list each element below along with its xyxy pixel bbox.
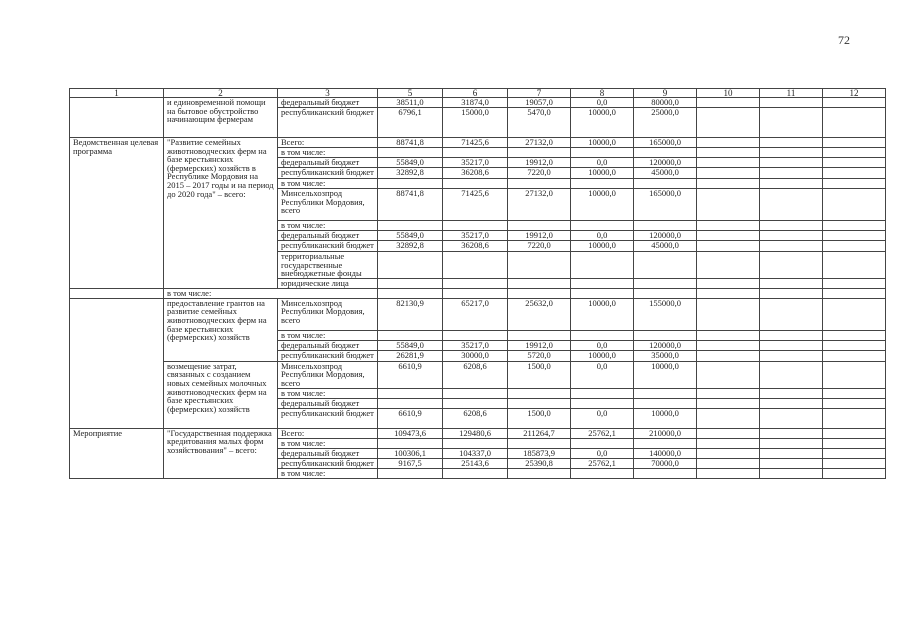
empty-cell xyxy=(760,108,823,138)
funding-source-cell: федеральный бюджет xyxy=(278,340,378,350)
empty-cell xyxy=(823,428,886,438)
value-cell xyxy=(508,148,571,158)
funding-source-cell: Всего: xyxy=(278,428,378,438)
empty-cell xyxy=(760,158,823,168)
value-cell: 19057,0 xyxy=(508,98,571,108)
empty-cell xyxy=(823,189,886,221)
value-cell: 70000,0 xyxy=(634,458,697,468)
empty-cell xyxy=(697,398,760,408)
value-cell: 35000,0 xyxy=(634,350,697,361)
value-cell xyxy=(634,438,697,448)
table-row xyxy=(70,138,886,148)
funding-source-cell: в том числе: xyxy=(278,330,378,340)
empty-cell xyxy=(697,189,760,221)
value-cell: 120000,0 xyxy=(634,158,697,168)
value-cell: 80000,0 xyxy=(634,98,697,108)
value-cell xyxy=(571,221,634,231)
empty-cell xyxy=(823,98,886,108)
value-cell xyxy=(443,398,508,408)
value-cell: 0,0 xyxy=(571,408,634,428)
value-cell xyxy=(634,252,697,279)
value-cell: 82130,9 xyxy=(378,298,443,330)
value-cell: 10000,0 xyxy=(571,241,634,252)
table-row xyxy=(70,361,886,388)
empty-cell xyxy=(823,158,886,168)
empty-cell xyxy=(823,278,886,288)
value-cell: 35217,0 xyxy=(443,158,508,168)
value-cell: 129480,6 xyxy=(443,428,508,438)
value-cell: 155000,0 xyxy=(634,298,697,330)
empty-cell xyxy=(823,340,886,350)
empty-cell xyxy=(823,148,886,158)
empty-cell xyxy=(697,350,760,361)
value-cell: 10000,0 xyxy=(634,408,697,428)
value-cell: 0,0 xyxy=(571,340,634,350)
value-cell xyxy=(378,438,443,448)
header-cell: 2 xyxy=(164,89,278,98)
value-cell xyxy=(634,278,697,288)
value-cell xyxy=(378,278,443,288)
funding-source-cell: федеральный бюджет xyxy=(278,98,378,108)
value-cell: 0,0 xyxy=(571,158,634,168)
value-cell xyxy=(823,288,886,298)
value-cell: 88741,8 xyxy=(378,189,443,221)
value-cell xyxy=(378,148,443,158)
value-cell xyxy=(508,179,571,189)
value-cell: 25390,8 xyxy=(508,458,571,468)
table-row xyxy=(70,428,886,438)
value-cell: 6610,9 xyxy=(378,408,443,428)
value-cell: 5470,0 xyxy=(508,108,571,138)
funding-source-cell: Минсельхозпрод Республики Мордовия, всего xyxy=(278,298,378,330)
header-cell: 10 xyxy=(697,89,760,98)
empty-cell xyxy=(697,428,760,438)
value-cell xyxy=(634,148,697,158)
value-cell: 27132,0 xyxy=(508,138,571,148)
value-cell: 6208,6 xyxy=(443,361,508,388)
value-cell: 1500,0 xyxy=(508,361,571,388)
value-cell: 35217,0 xyxy=(443,340,508,350)
empty-cell xyxy=(823,398,886,408)
header-cell: 7 xyxy=(508,89,571,98)
empty-cell xyxy=(823,388,886,398)
value-cell xyxy=(634,468,697,478)
empty-cell xyxy=(823,448,886,458)
value-cell: 65217,0 xyxy=(443,298,508,330)
empty-cell xyxy=(697,468,760,478)
empty-cell xyxy=(823,330,886,340)
empty-cell xyxy=(697,148,760,158)
empty-cell xyxy=(760,179,823,189)
value-cell xyxy=(571,288,634,298)
value-cell: 165000,0 xyxy=(634,189,697,221)
value-cell xyxy=(508,398,571,408)
value-cell: 55849,0 xyxy=(378,340,443,350)
section-type-cell: Мероприятие xyxy=(70,428,164,478)
value-cell: 10000,0 xyxy=(571,168,634,179)
value-cell xyxy=(571,278,634,288)
value-cell: 6208,6 xyxy=(443,408,508,428)
header-cell: 8 xyxy=(571,89,634,98)
empty-cell xyxy=(760,98,823,108)
value-cell xyxy=(508,221,571,231)
value-cell: 185873,9 xyxy=(508,448,571,458)
header-cell: 11 xyxy=(760,89,823,98)
empty-cell xyxy=(760,168,823,179)
value-cell: 19912,0 xyxy=(508,158,571,168)
empty-cell xyxy=(823,168,886,179)
value-cell xyxy=(443,148,508,158)
value-cell: 7220,0 xyxy=(508,241,571,252)
value-cell xyxy=(378,288,443,298)
header-cell: 5 xyxy=(378,89,443,98)
value-cell: 0,0 xyxy=(571,361,634,388)
value-cell xyxy=(443,330,508,340)
value-cell: 210000,0 xyxy=(634,428,697,438)
value-cell: 120000,0 xyxy=(634,340,697,350)
empty-cell xyxy=(697,108,760,138)
funding-source-cell: в том числе: xyxy=(278,148,378,158)
value-cell xyxy=(443,388,508,398)
header-cell: 9 xyxy=(634,89,697,98)
value-cell: 7220,0 xyxy=(508,168,571,179)
empty-cell xyxy=(697,340,760,350)
empty-cell xyxy=(697,438,760,448)
value-cell: 100306,1 xyxy=(378,448,443,458)
funding-source-cell: федеральный бюджет xyxy=(278,231,378,241)
funding-source-cell: в том числе: xyxy=(278,221,378,231)
value-cell xyxy=(443,252,508,279)
empty-cell xyxy=(697,388,760,398)
funding-source-cell: в том числе: xyxy=(278,179,378,189)
empty-cell xyxy=(760,361,823,388)
empty-cell xyxy=(760,278,823,288)
empty-cell xyxy=(760,408,823,428)
budget-table xyxy=(69,88,886,479)
funding-source-cell: в том числе: xyxy=(278,388,378,398)
value-cell xyxy=(378,398,443,408)
item-name-cell: возмещение затрат, связанных с созданием новых семейных молочных животноводческих ферм на базе крестьянских (фермерских) хозяйств xyxy=(164,361,278,428)
empty-cell xyxy=(760,468,823,478)
empty-cell xyxy=(760,221,823,231)
value-cell: 36208,6 xyxy=(443,168,508,179)
value-cell xyxy=(571,252,634,279)
value-cell: 27132,0 xyxy=(508,189,571,221)
funding-source-cell: территориальные государственные внебюджетные фонды xyxy=(278,252,378,279)
value-cell: 10000,0 xyxy=(571,189,634,221)
value-cell: 45000,0 xyxy=(634,168,697,179)
value-cell: 71425,6 xyxy=(443,189,508,221)
value-cell: 0,0 xyxy=(571,231,634,241)
value-cell xyxy=(571,468,634,478)
empty-cell xyxy=(697,231,760,241)
funding-source-cell: Минсельхозпрод Республики Мордовия, всего xyxy=(278,361,378,388)
empty-cell xyxy=(760,148,823,158)
empty-cell xyxy=(823,408,886,428)
value-cell: 55849,0 xyxy=(378,231,443,241)
value-cell: 109473,6 xyxy=(378,428,443,438)
value-cell: 211264,7 xyxy=(508,428,571,438)
funding-source-cell: республиканский бюджет xyxy=(278,350,378,361)
empty-cell xyxy=(823,438,886,448)
value-cell: 88741,8 xyxy=(378,138,443,148)
empty-cell xyxy=(823,350,886,361)
value-cell: 25000,0 xyxy=(634,108,697,138)
section-type-cell xyxy=(70,288,164,298)
empty-cell xyxy=(823,108,886,138)
section-type-cell: Ведомственная целевая программа xyxy=(70,138,164,289)
funding-source-cell: юридические лица xyxy=(278,278,378,288)
value-cell xyxy=(378,252,443,279)
value-cell: 38511,0 xyxy=(378,98,443,108)
value-cell: 25762,1 xyxy=(571,428,634,438)
empty-cell xyxy=(760,241,823,252)
value-cell: 1500,0 xyxy=(508,408,571,428)
empty-cell xyxy=(697,221,760,231)
value-cell xyxy=(378,468,443,478)
funding-source-cell: республиканский бюджет xyxy=(278,168,378,179)
empty-cell xyxy=(697,158,760,168)
empty-cell xyxy=(760,448,823,458)
value-cell: 25143,6 xyxy=(443,458,508,468)
value-cell: 9167,5 xyxy=(378,458,443,468)
value-cell xyxy=(443,221,508,231)
value-cell: 36208,6 xyxy=(443,241,508,252)
empty-cell xyxy=(760,138,823,148)
header-row xyxy=(70,89,886,98)
value-cell xyxy=(443,468,508,478)
value-cell: 15000,0 xyxy=(443,108,508,138)
value-cell: 104337,0 xyxy=(443,448,508,458)
value-cell xyxy=(634,221,697,231)
funding-source-cell: республиканский бюджет xyxy=(278,241,378,252)
value-cell: 10000,0 xyxy=(571,298,634,330)
empty-cell xyxy=(823,298,886,330)
value-cell: 32892,8 xyxy=(378,168,443,179)
empty-cell xyxy=(760,388,823,398)
item-name-cell: "Государственная поддержка кредитования малых форм хозяйствования" – всего: xyxy=(164,428,278,478)
value-cell xyxy=(571,398,634,408)
value-cell xyxy=(443,278,508,288)
funding-source-cell: Минсельхозпрод Республики Мордовия, всего xyxy=(278,189,378,221)
value-cell xyxy=(508,288,571,298)
value-cell: 10000,0 xyxy=(571,108,634,138)
value-cell xyxy=(571,148,634,158)
empty-cell xyxy=(697,458,760,468)
empty-cell xyxy=(697,278,760,288)
funding-source-cell: федеральный бюджет xyxy=(278,158,378,168)
empty-cell xyxy=(697,168,760,179)
table-body xyxy=(70,98,886,479)
table-row xyxy=(70,288,886,298)
funding-source-cell: республиканский бюджет xyxy=(278,408,378,428)
empty-cell xyxy=(823,361,886,388)
header-cell: 1 xyxy=(70,89,164,98)
empty-cell xyxy=(760,428,823,438)
value-cell xyxy=(508,330,571,340)
value-cell: 19912,0 xyxy=(508,340,571,350)
value-cell xyxy=(571,179,634,189)
empty-cell xyxy=(760,298,823,330)
empty-cell xyxy=(760,330,823,340)
value-cell: 25762,1 xyxy=(571,458,634,468)
value-cell: 32892,8 xyxy=(378,241,443,252)
empty-cell xyxy=(760,340,823,350)
funding-source-cell: в том числе: xyxy=(278,468,378,478)
section-type-cell xyxy=(70,98,164,138)
value-cell: 120000,0 xyxy=(634,231,697,241)
value-cell xyxy=(571,330,634,340)
header-cell: 3 xyxy=(278,89,378,98)
table-row xyxy=(70,298,886,330)
funding-source-cell: федеральный бюджет xyxy=(278,448,378,458)
value-cell: 140000,0 xyxy=(634,448,697,458)
value-cell: 0,0 xyxy=(571,98,634,108)
value-cell: 19912,0 xyxy=(508,231,571,241)
empty-cell xyxy=(697,448,760,458)
empty-cell xyxy=(823,458,886,468)
value-cell xyxy=(634,330,697,340)
page-number: 72 xyxy=(838,33,850,47)
value-cell xyxy=(571,388,634,398)
empty-cell xyxy=(697,179,760,189)
value-cell: 55849,0 xyxy=(378,158,443,168)
empty-cell xyxy=(697,98,760,108)
value-cell xyxy=(378,388,443,398)
value-cell xyxy=(634,179,697,189)
value-cell: 10000,0 xyxy=(634,361,697,388)
value-cell: 10000,0 xyxy=(571,350,634,361)
empty-cell xyxy=(760,438,823,448)
value-cell xyxy=(508,468,571,478)
empty-cell xyxy=(760,350,823,361)
value-cell: 0,0 xyxy=(571,448,634,458)
funding-source-cell: Всего: xyxy=(278,138,378,148)
value-cell xyxy=(571,438,634,448)
funding-source-cell: республиканский бюджет xyxy=(278,458,378,468)
value-cell: 26281,9 xyxy=(378,350,443,361)
empty-cell xyxy=(697,252,760,279)
empty-cell xyxy=(697,241,760,252)
value-cell xyxy=(508,438,571,448)
value-cell xyxy=(378,330,443,340)
value-cell xyxy=(760,288,823,298)
empty-cell xyxy=(823,221,886,231)
item-name-cell: "Развитие семейных животноводческих ферм на базе крестьянских (фермерских) хозяйств в Республике Мордовия на 2015 – 2017 годы и на период до 2020 года" – всего: xyxy=(164,138,278,289)
value-cell xyxy=(378,221,443,231)
empty-cell xyxy=(697,408,760,428)
empty-cell xyxy=(823,231,886,241)
empty-cell xyxy=(697,361,760,388)
item-name-cell: предоставление грантов на развитие семейных животноводческих ферм на базе крестьянских (фермерских) хозяйств xyxy=(164,298,278,361)
empty-cell xyxy=(823,468,886,478)
funding-source-cell: в том числе: xyxy=(278,438,378,448)
funding-source-cell: федеральный бюджет xyxy=(278,398,378,408)
value-cell xyxy=(508,388,571,398)
value-cell: 165000,0 xyxy=(634,138,697,148)
empty-cell xyxy=(760,398,823,408)
empty-cell xyxy=(760,231,823,241)
section-type-cell xyxy=(70,298,164,428)
item-name-cell: в том числе: xyxy=(164,288,378,298)
value-cell xyxy=(697,288,760,298)
value-cell: 5720,0 xyxy=(508,350,571,361)
value-cell: 31874,0 xyxy=(443,98,508,108)
empty-cell xyxy=(697,330,760,340)
value-cell: 10000,0 xyxy=(571,138,634,148)
empty-cell xyxy=(697,138,760,148)
funding-source-cell: республиканский бюджет xyxy=(278,108,378,138)
empty-cell xyxy=(823,179,886,189)
empty-cell xyxy=(823,138,886,148)
value-cell: 35217,0 xyxy=(443,231,508,241)
value-cell xyxy=(508,278,571,288)
value-cell xyxy=(634,288,697,298)
value-cell xyxy=(634,388,697,398)
empty-cell xyxy=(760,458,823,468)
value-cell xyxy=(378,179,443,189)
empty-cell xyxy=(760,252,823,279)
value-cell: 71425,6 xyxy=(443,138,508,148)
header-cell: 6 xyxy=(443,89,508,98)
value-cell xyxy=(443,438,508,448)
empty-cell xyxy=(760,189,823,221)
empty-cell xyxy=(823,252,886,279)
value-cell xyxy=(443,179,508,189)
value-cell: 6610,9 xyxy=(378,361,443,388)
value-cell: 6796,1 xyxy=(378,108,443,138)
value-cell xyxy=(634,398,697,408)
empty-cell xyxy=(697,298,760,330)
value-cell xyxy=(508,252,571,279)
item-name-cell: и единовременной помощи на бытовое обустройство начинающим фермерам xyxy=(164,98,278,138)
header-cell: 12 xyxy=(823,89,886,98)
value-cell xyxy=(443,288,508,298)
value-cell: 25632,0 xyxy=(508,298,571,330)
empty-cell xyxy=(823,241,886,252)
value-cell: 45000,0 xyxy=(634,241,697,252)
table-row xyxy=(70,98,886,108)
value-cell: 30000,0 xyxy=(443,350,508,361)
